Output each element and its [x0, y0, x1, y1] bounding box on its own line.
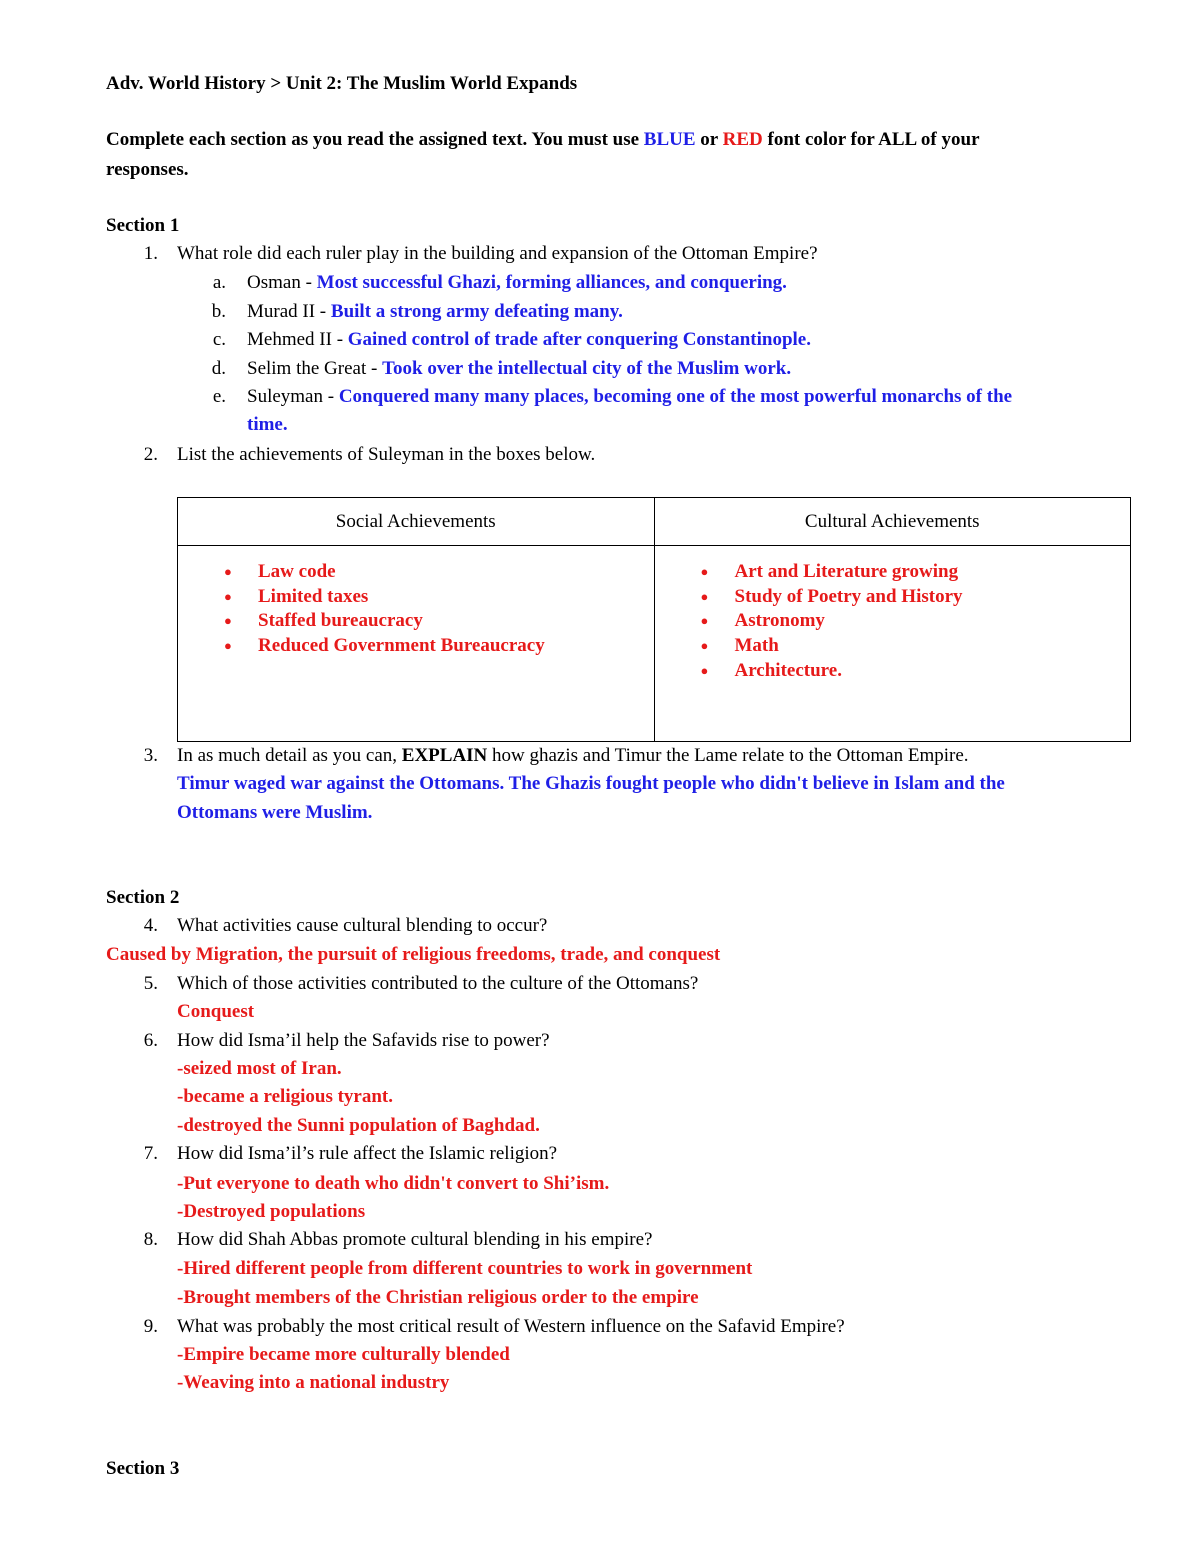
- ruler-b-item: [247, 301, 623, 323]
- question-1-number: 1.: [143, 243, 158, 264]
- ruler-c-answer: Gained control of trade after conquering Constantinople.: [347, 329, 811, 350]
- ruler-c-item: [247, 329, 811, 351]
- question-8-answer-2: -Brought members of the Christian religious order to the empire: [177, 1287, 699, 1308]
- list-item: ● Art and Literature growing: [701, 560, 1131, 585]
- list-item: ● Study of Poetry and History: [701, 585, 1131, 610]
- question-3-text: [177, 745, 969, 767]
- question-7-answer-1: -Put everyone to death who didn't convert to Shi’ism.: [177, 1173, 610, 1194]
- social-achievements-cell: [178, 546, 655, 742]
- ruler-d-item: [247, 358, 791, 380]
- question-8-number: 8.: [143, 1229, 158, 1250]
- ruler-e-item: [247, 386, 1012, 408]
- question-6-answer-2: -became a religious tyrant.: [177, 1086, 393, 1107]
- ruler-a-answer: Most successful Ghazi, forming alliances, and conquering.: [316, 272, 787, 293]
- question-7-text: How did Isma’il’s rule affect the Islamic religion?: [177, 1143, 558, 1164]
- section-3-heading: Section 3: [106, 1458, 180, 1479]
- question-6-text: How did Isma’il help the Safavids rise to power?: [177, 1030, 550, 1051]
- question-8-text: How did Shah Abbas promote cultural blending in his empire?: [177, 1229, 653, 1250]
- list-item: ● Architecture.: [701, 659, 1131, 684]
- achievements-table: [177, 497, 1131, 742]
- social-achievements-header: Social Achievements: [178, 498, 655, 546]
- question-8-answer-1: -Hired different people from different countries to work in government: [177, 1258, 753, 1279]
- question-4-number: 4.: [143, 915, 158, 936]
- list-item: ● Staffed bureaucracy: [224, 609, 654, 634]
- ruler-b-answer: Built a strong army defeating many.: [330, 301, 623, 322]
- ruler-e-answer-cont: time.: [247, 414, 288, 435]
- ruler-a-letter: a.: [212, 272, 226, 293]
- question-3-explain: EXPLAIN: [401, 745, 488, 766]
- question-9-text: What was probably the most critical result of Western influence on the Safavid Empire?: [177, 1316, 845, 1337]
- question-2-number: 2.: [143, 444, 158, 465]
- ruler-e-letter: e.: [212, 386, 226, 407]
- ruler-a-item: [247, 272, 787, 294]
- question-6-number: 6.: [143, 1030, 158, 1051]
- question-9-answer-2: -Weaving into a national industry: [177, 1372, 450, 1393]
- ruler-a-name: Osman -: [247, 272, 317, 293]
- question-9-number: 9.: [143, 1316, 158, 1337]
- cultural-achievements-cell: [654, 546, 1131, 742]
- instructions-blue-word: BLUE: [643, 129, 696, 150]
- instructions-text-end: font color for ALL of your: [762, 129, 980, 150]
- question-6-answer-1: -seized most of Iran.: [177, 1058, 342, 1079]
- question-3-text-start: In as much detail as you can,: [177, 745, 402, 766]
- ruler-d-letter: d.: [211, 358, 226, 379]
- question-1-text: What role did each ruler play in the building and expansion of the Ottoman Empire?: [177, 243, 818, 264]
- section-1-heading: Section 1: [106, 215, 180, 236]
- instructions-line1: [106, 129, 980, 151]
- instructions-text: Complete each section as you read the assigned text. You must use: [106, 129, 644, 150]
- question-3-text-end: how ghazis and Timur the Lame relate to the Ottoman Empire.: [487, 745, 969, 766]
- ruler-e-name: Suleyman -: [247, 386, 339, 407]
- instructions-or: or: [695, 129, 723, 150]
- ruler-e-answer: Conquered many many places, becoming one of the most powerful monarchs of the: [338, 386, 1013, 407]
- list-item: ● Limited taxes: [224, 585, 654, 610]
- cultural-achievements-header: Cultural Achievements: [654, 498, 1131, 546]
- ruler-c-letter: c.: [212, 329, 226, 350]
- page-title: Adv. World History > Unit 2: The Muslim World Expands: [106, 73, 578, 94]
- cultural-achievements-list: [655, 560, 1131, 684]
- ruler-b-letter: b.: [211, 301, 226, 322]
- question-5-answer: Conquest: [177, 1001, 255, 1022]
- ruler-d-name: Selim the Great -: [247, 358, 383, 379]
- question-4-answer: Caused by Migration, the pursuit of religious freedoms, trade, and conquest: [106, 944, 721, 965]
- ruler-c-name: Mehmed II -: [247, 329, 348, 350]
- social-achievements-list: [178, 560, 654, 659]
- section-2-heading: Section 2: [106, 887, 180, 908]
- list-item: ● Astronomy: [701, 609, 1131, 634]
- question-3-number: 3.: [143, 745, 158, 766]
- ruler-d-answer: Took over the intellectual city of the Muslim work.: [382, 358, 792, 379]
- question-3-answer-line2: Ottomans were Muslim.: [177, 802, 373, 823]
- question-5-number: 5.: [143, 973, 158, 994]
- question-7-number: 7.: [143, 1143, 158, 1164]
- question-5-text: Which of those activities contributed to the culture of the Ottomans?: [177, 973, 699, 994]
- ruler-b-name: Murad II -: [247, 301, 331, 322]
- question-3-answer-line1: Timur waged war against the Ottomans. The Ghazis fought people who didn't believe in Islam and the: [177, 773, 1005, 794]
- list-item: ● Reduced Government Bureaucracy: [224, 634, 654, 659]
- question-6-answer-3: -destroyed the Sunni population of Baghdad.: [177, 1115, 540, 1136]
- instructions-red-word: RED: [722, 129, 763, 150]
- list-item: ● Math: [701, 634, 1131, 659]
- question-4-text: What activities cause cultural blending to occur?: [177, 915, 548, 936]
- question-7-answer-2: -Destroyed populations: [177, 1201, 366, 1222]
- question-9-answer-1: -Empire became more culturally blended: [177, 1344, 510, 1365]
- instructions-line2: responses.: [106, 159, 189, 180]
- question-2-text: List the achievements of Suleyman in the boxes below.: [177, 444, 596, 465]
- list-item: ● Law code: [224, 560, 654, 585]
